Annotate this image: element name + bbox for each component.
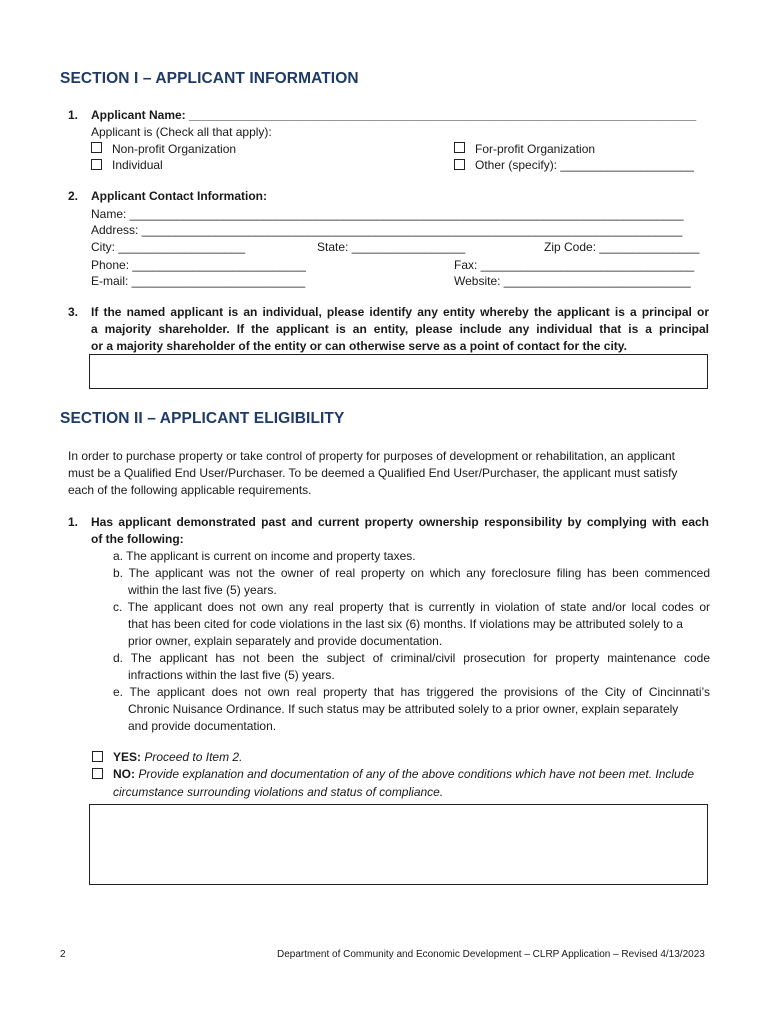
contact-phone-field[interactable]: Phone: __________________________ — [91, 258, 306, 272]
nonprofit-label: Non-profit Organization — [112, 142, 237, 156]
requirement-item-cont: within the last five (5) years. — [128, 583, 277, 597]
question-number: 1. — [68, 108, 79, 122]
requirements-list — [113, 548, 710, 735]
intro-line: must be a Qualified End User/Purchaser. To be deemed a Qualified End User/Purchaser, the applicant must satisfy — [68, 466, 678, 480]
no-instruction: Provide explanation and documentation of any of the above conditions which have not been met. Include — [138, 767, 695, 781]
other-specify-field[interactable]: Other (specify): ____________________ — [475, 158, 694, 172]
requirement-item: a. The applicant is current on income and property taxes. — [113, 549, 416, 563]
yes-label: YES: — [113, 750, 142, 764]
principal-answer-box[interactable] — [89, 354, 708, 389]
contact-email-field[interactable]: E-mail: __________________________ — [91, 274, 306, 288]
contact-zip-field[interactable]: Zip Code: _______________ — [544, 240, 700, 254]
contact-address-field[interactable]: Address: _________________________________________________________________________________ — [91, 223, 683, 237]
yes-checkbox[interactable] — [92, 751, 103, 762]
contact-name-field[interactable]: Name: ___________________________________________________________________________________ — [91, 207, 684, 221]
individual-checkbox[interactable] — [91, 159, 102, 170]
question-number: 3. — [68, 305, 79, 319]
no-checkbox[interactable] — [92, 768, 103, 779]
question-number: 1. — [68, 515, 79, 529]
applicant-type-intro: Applicant is (Check all that apply): — [91, 125, 272, 139]
section-1-title: SECTION I – APPLICANT INFORMATION — [60, 70, 359, 87]
applicant-name-field[interactable]: Applicant Name: ____________________________________________________________________________ — [91, 108, 697, 122]
section-2-title: SECTION II – APPLICANT ELIGIBILITY — [60, 410, 345, 427]
requirement-item-cont: that has been cited for code violations in the last six (6) months. If violations may be attributed solely to a — [128, 617, 683, 631]
footer-text: Department of Community and Economic Development – CLRP Application – Revised 4/13/2023 — [277, 949, 705, 960]
contact-website-field[interactable]: Website: ____________________________ — [454, 274, 691, 288]
intro-line: each of the following applicable requirements. — [68, 483, 312, 497]
contact-info-heading: Applicant Contact Information: — [91, 189, 267, 203]
contact-fax-field[interactable]: Fax: ________________________________ — [454, 258, 695, 272]
principal-question-line: or a majority shareholder of the entity or can otherwise serve as a point of contact for the city. — [91, 339, 627, 353]
forprofit-checkbox[interactable] — [454, 142, 465, 153]
ownership-question-line: Has applicant demonstrated past and current property ownership responsibility by complying with each — [91, 515, 709, 529]
requirement-item-cont: Chronic Nuisance Ordinance. If such status may be attributed solely to a prior owner, explain separately — [128, 702, 679, 716]
principal-question-line: If the named applicant is an individual, please identify any entity whereby the applicant is a principal or — [91, 305, 709, 319]
other-checkbox[interactable] — [454, 159, 465, 170]
page-number: 2 — [60, 949, 66, 960]
principal-question — [91, 304, 709, 355]
intro-line: In order to purchase property or take control of property for purposes of development or rehabilitation, an applicant — [68, 449, 676, 463]
nonprofit-checkbox[interactable] — [91, 142, 102, 153]
contact-state-field[interactable]: State: _________________ — [317, 240, 466, 254]
requirement-item: e. The applicant does not own real property that has triggered the provisions of the City of Cincinnati’s — [113, 685, 710, 699]
contact-city-field[interactable]: City: ___________________ — [91, 240, 246, 254]
individual-label: Individual — [112, 158, 163, 172]
requirement-item: d. The applicant has not been the subject of criminal/civil prosecution for property maintenance code — [113, 651, 710, 665]
no-instruction-cont: circumstance surrounding violations and status of compliance. — [113, 785, 444, 799]
eligibility-intro — [68, 448, 710, 499]
requirement-item-cont: infractions within the last five (5) years. — [128, 668, 335, 682]
requirement-item: b. The applicant was not the owner of real property on which any foreclosure filing has been commenced — [113, 566, 710, 580]
requirement-item-cont: prior owner, explain separately and provide documentation. — [128, 634, 443, 648]
requirement-item: c. The applicant does not own any real property that is currently in violation of state and/or local codes or — [113, 600, 710, 614]
ownership-question — [91, 514, 709, 548]
requirement-item-cont: and provide documentation. — [128, 719, 277, 733]
explanation-answer-box[interactable] — [89, 804, 708, 885]
no-label: NO: — [113, 767, 135, 781]
no-option — [113, 767, 694, 781]
ownership-question-line: of the following: — [91, 532, 184, 546]
question-number: 2. — [68, 189, 79, 203]
yes-instruction: Proceed to Item 2. — [144, 750, 243, 764]
yes-option — [113, 750, 242, 764]
forprofit-label: For-profit Organization — [475, 142, 596, 156]
principal-question-line: a majority shareholder. If the applicant is an entity, please include any individual that is a principal — [91, 322, 709, 336]
